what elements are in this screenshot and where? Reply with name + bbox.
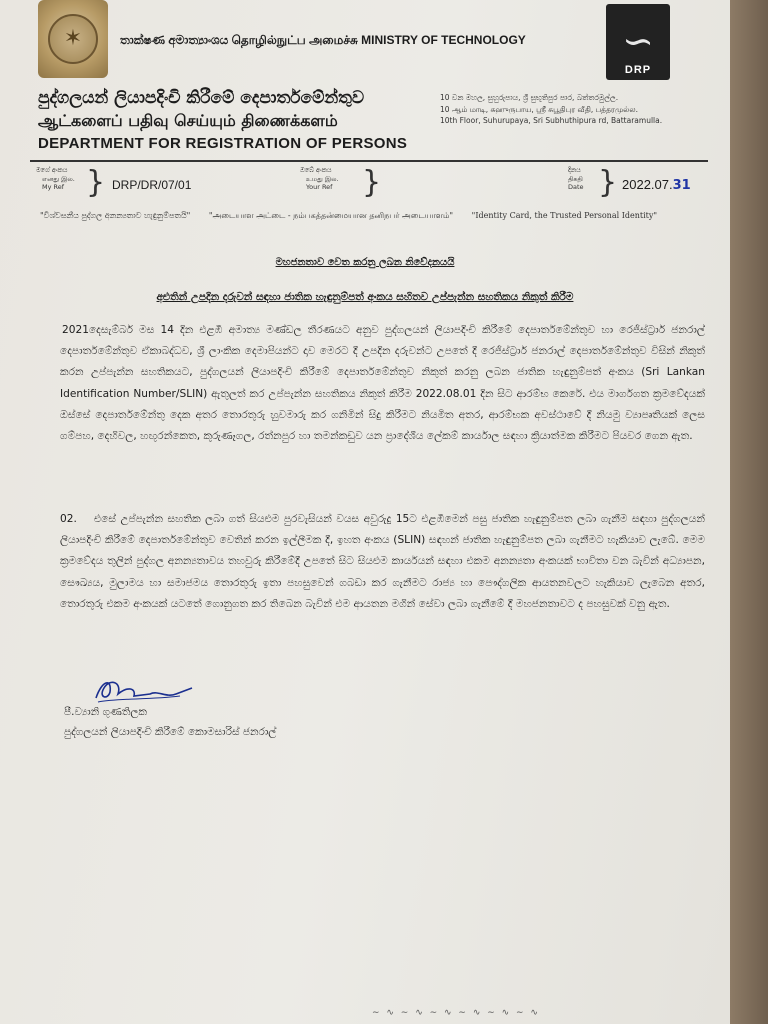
date-value xyxy=(622,177,691,193)
table-surface xyxy=(730,0,768,1024)
address-block xyxy=(440,92,690,127)
notice-title: මහජනතාව වෙත කරනු ලබන නිවේදනයයි xyxy=(275,257,455,268)
brace: } xyxy=(362,165,382,200)
your-ref-label-si: ඔබේ අංකය xyxy=(300,166,332,174)
slogan-line xyxy=(40,211,710,221)
slogan-tamil: "அடையாள அட்டை - நம்பகத்தன்மையான தனிநபர் அடையாளம்" xyxy=(208,211,454,220)
my-ref-label xyxy=(36,166,75,192)
brace: } xyxy=(86,165,106,200)
my-ref-label-en: My Ref xyxy=(42,183,65,191)
national-emblem-icon: ✶ xyxy=(38,0,108,78)
department-name-sinhala: පුද්ගලයන් ලියාපදිංචි කිරීමේ දෙපාර්තමේන්තුව xyxy=(38,88,365,108)
date-label-si: දිනය xyxy=(568,166,581,174)
department-name-english: DEPARTMENT FOR REGISTRATION OF PERSONS xyxy=(38,135,408,152)
date-label-en: Date xyxy=(568,183,584,191)
signature xyxy=(88,668,198,708)
your-ref-label-ta: உமது இல. xyxy=(306,174,339,183)
date-value-handwritten: 31 xyxy=(672,178,691,193)
address-english: 10th Floor, Suhurupaya, Sri Subhuthipura rd, Battaramulla. xyxy=(440,116,663,125)
address-sinhala: 10 වන මහල, සුහුරුපාය, ශ්‍රී සුභූතිපුර පාර, බත්තරමුල්ල. xyxy=(440,93,619,102)
date-value-printed: 2022.07. xyxy=(622,177,673,192)
ministry-line: තාක්ෂණ අමාත්‍යාංශය தொழில்நுட்ப அமைச்சு MINISTRY OF TECHNOLOGY xyxy=(120,33,526,47)
your-ref-label-en: Your Ref xyxy=(306,183,333,191)
bottom-edge-marks: ∼ ∿ ∼ ∿ ∼ ∿ ∼ ∿ ∼ ∿ ∼ ∿ xyxy=(372,1008,540,1018)
your-ref-label xyxy=(300,166,339,192)
header-divider xyxy=(30,160,708,162)
paragraph-2 xyxy=(60,509,705,615)
brace: } xyxy=(598,165,618,200)
signer-title: පුද්ගලයන් ලියාපදිංචි කිරීමේ කොමසාරිස් ජනරාල් xyxy=(64,726,277,738)
department-name-tamil: ஆட்களைப் பதிவு செய்யும் திணைக்களம் xyxy=(38,111,338,130)
address-tamil: 10 ஆம் மாடி, சுஹுருபாய, ஸ்ரீ சுபூதிபுர வீதி, பத்தரமுல்ல. xyxy=(440,104,638,114)
date-label-ta: திகதி xyxy=(568,174,583,183)
notice-subject: අළුතින් උපදින දරුවන් සඳහා ජාතික හැඳුනුම්පත් අංකය සහිතව උප්පැන්න සහතිකය නිකුත් කිරීම xyxy=(156,291,574,303)
slogan-english: "Identity Card, the Trusted Personal Identity" xyxy=(471,211,658,220)
paragraph-2-number: 02. xyxy=(60,513,77,525)
drp-logo xyxy=(606,4,670,80)
paragraph-2-text: එසේ උප්පැන්න සහතික ලබා ගත් සියළුම පුරවැසියන් වයස අවුරුදු 15ට එළඹීමෙන් පසු ජාතික හැඳුනුම්පත ලබා ගැනීම සඳහා පුද්ගලයන් ලියාපදිංචි කිරීමේ දෙපාර්තමේන්තුව වෙතින් කරන ඉල්ලීමක දී, ඉහත අංකය (SLIN) සඳහන් ජාතික හැඳුනුම්පත ලබා ගැනීමට හැකියාව ලැබේ. මෙම ක්‍රමවේදය තුලින් පුද්ගල අනන්‍යතාවය තහවුරු කිරීමේදී උපතේ සිට සියළුම කාර්යයන් සඳහා එකම අනන්‍යතා අංකයක් භාවිතා වන බැවින් අධ්‍යාපන, සෞඛ්‍යය, මුලාමය හා සමාජමය තොරතුරු ඉතා පහසුවෙන් ගබඩා කර ගැනීමට රාජ්‍ය හා පෞද්ගලික ආයතනවලට හැකියාව ලැබෙන අතර, තොරතුරු එකම අංකයක් යටතේ ගොනුගත කර තිබෙන බැවින් එම ආයතන මගින් සේවා ලබා ගැනීමේ දී මහජනතාවට ද පහසුවක් වනු ඇත. xyxy=(60,513,705,610)
paragraph-1: 2021දෙසැම්බර් මස 14 දින එළඹී අමාත්‍ය මණ්ඩල තීරණයට අනුව පුද්ගලයන් ලියාපදිංචි කිරීමේ දෙපාර්තමේන්තුව හා රෙජිස්ට්‍රාර් ජනරාල් දෙපාර්තමේන්තුව ඒකාබද්ධව, ශ්‍රී ලාංකික දෙමාපියන්ට දාව මෙරට දී උපදින දරුවන්ට උපතේ දී රෙජිස්ට්‍රාර් ජනරාල් දෙපාර්තමේන්තුව විසින් නිකුත් කරන උප්පැන්න සහතිකයට, පුද්ගලයන් ලියාපදිංචි කිරීමේ දෙපාර්තමේන්තුව නිකුත් කරනු ලබන ජාතික හැඳුනුම්පත් අංකය (Sri Lankan Identification Number/SLIN) ඇතුලත් කර උප්පැන්න සහතිකය නිකුත් කිරීම 2022.08.01 දින සිට ආරම්භ කෙරේ. එය මාර්ගගත ක්‍රමවේදයක් ඔස්සේ දෙපාර්තමේන්තු දෙක අතර තොරතුරු හුවමාරු කර ගනිමින් සිදු කිරීමට නියමිත අතර, ආරම්භක අවස්ථාවේ දී නියමු ව්‍යාපෘතියක් ලෙස ගම්පහ, දෙහිවල, හඟුරන්කෙත, කුරුණෑගල, රත්නපුර හා තමන්කඩුව යන ප්‍රාදේශීය ලේකම් කාර්යාල සඳහා ක්‍රියාත්මක කිරීමට පියවර ගෙන ඇත. xyxy=(60,324,705,443)
date-label xyxy=(568,166,584,192)
my-ref-label-si: මගේ අංකය xyxy=(36,166,68,174)
logo-text: DRP xyxy=(624,64,652,76)
my-ref-label-ta: எனது இல. xyxy=(42,174,75,183)
slogan-sinhala: "විශ්වසනීය පුද්ගල අනන්‍යතාව හැඳුනුම්පතයි" xyxy=(40,211,191,220)
swan-icon: ∽ xyxy=(622,19,654,63)
my-ref-value: DRP/DR/07/01 xyxy=(112,178,192,192)
signer-name: පී.ව්‍යානි ගුණතිලක xyxy=(64,706,147,718)
